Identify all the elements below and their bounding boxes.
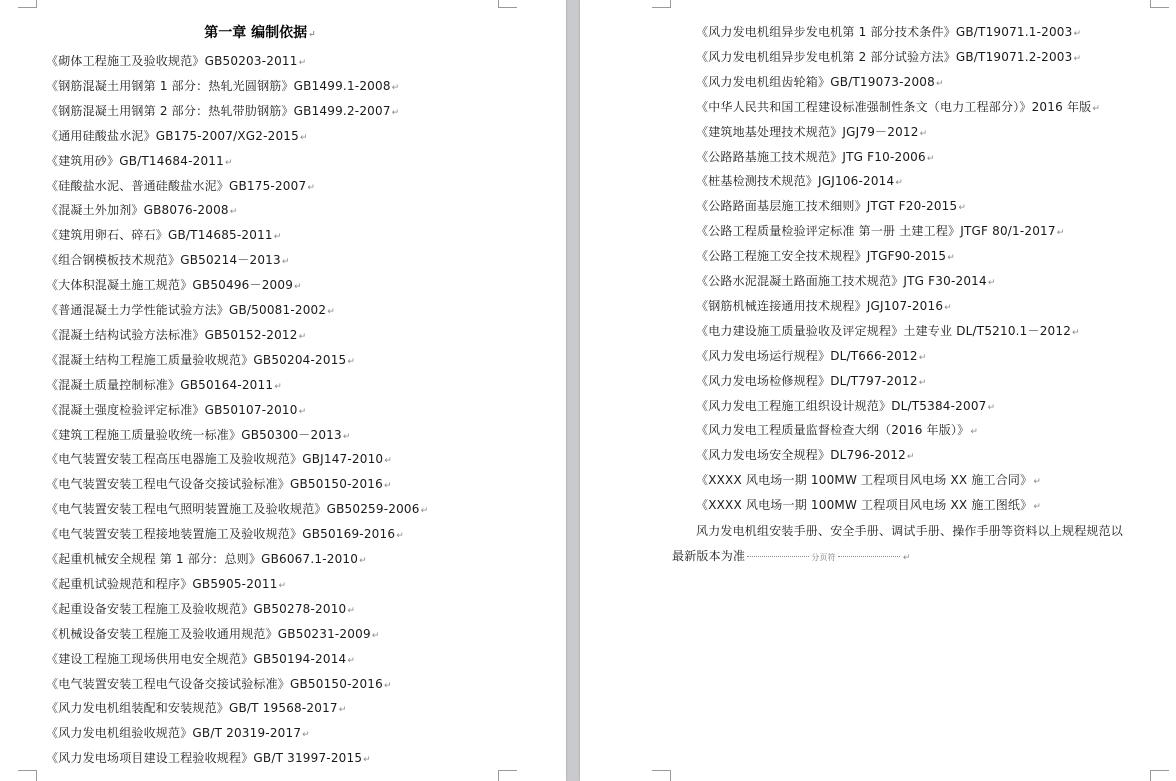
reference-item-text: 《组合钢模板技术规范》GB50214－2013 — [46, 253, 281, 268]
reference-item[interactable] — [46, 699, 347, 716]
closing-paragraph-text-2: 最新版本为准 — [672, 549, 746, 563]
reference-item-text: 《公路工程施工安全技术规程》JTGF90-2015 — [696, 249, 947, 264]
paragraph-mark-icon: ↵ — [302, 730, 310, 741]
reference-item-text: 《电气装置安装工程高压电器施工及验收规范》GBJ147-2010 — [46, 452, 384, 467]
paragraph-mark-icon: ↵ — [298, 331, 307, 342]
reference-item[interactable] — [46, 77, 399, 94]
reference-item-text: 《混凝土外加剂》GB8076-2008 — [46, 203, 229, 218]
reference-item[interactable] — [696, 446, 915, 463]
reference-item[interactable] — [46, 301, 335, 318]
paragraph-mark-icon: ↵ — [347, 605, 356, 616]
paragraph-mark-icon: ↵ — [918, 352, 927, 363]
paragraph-mark-icon: ↵ — [359, 556, 367, 566]
margin-corner-bottom-left — [18, 770, 37, 781]
reference-item-text: 《机械设备安装工程施工及验收通用规范》GB50231-2009 — [46, 626, 371, 641]
paragraph-mark-icon: ↵ — [1033, 502, 1042, 513]
paragraph-mark-icon: ↵ — [1056, 228, 1065, 239]
reference-item-text: 《电气装置安装工程电气设备交接试验标准》GB50150-2016 — [46, 477, 383, 492]
reference-item-text: 《电力建设施工质量验收及评定规程》土建专业 DL/T5210.1－2012 — [696, 323, 1072, 338]
reference-item-text: 《起重机械安全规程 第 1 部分：总则》GB6067.1-2010 — [46, 552, 359, 566]
reference-item[interactable] — [46, 226, 282, 243]
paragraph-mark-icon: ↵ — [1073, 29, 1082, 39]
reference-item-text: 《风力发电场安全规程》DL796-2012 — [696, 448, 906, 463]
reference-item-text: 《电气装置安装工程电气照明装置施工及验收规范》GB50259-2006 — [46, 502, 420, 517]
reference-item[interactable] — [46, 475, 392, 492]
reference-item-text: 《风力发电机组装配和安装规范》GB/T 19568-2017 — [46, 701, 338, 716]
reference-item[interactable] — [696, 247, 955, 264]
reference-item-text: 《混凝土结构工程施工质量验收规范》GB50204-2015 — [46, 352, 347, 367]
reference-item[interactable] — [46, 600, 355, 617]
reference-item[interactable] — [696, 222, 1064, 239]
reference-item[interactable] — [696, 297, 952, 314]
margin-corner-bottom-right — [1150, 770, 1169, 781]
paragraph-mark-icon: ↵ — [919, 128, 928, 139]
reference-item-text: 《普通混凝土力学性能试验方法》GB/50081-2002 — [46, 303, 327, 317]
paragraph-mark-icon: ↵ — [970, 427, 979, 438]
paragraph-mark-icon: ↵ — [391, 82, 400, 93]
reference-item-text: 《XXXX 风电场一期 100MW 工程项目风电场 XX 施工合同》 — [696, 473, 1033, 488]
reference-item-text: 《砌体工程施工及验收规范》GB50203-2011 — [46, 54, 298, 68]
reference-item[interactable] — [46, 276, 302, 293]
reference-item-text: 《风力发电机组齿轮箱》GB/T19073-2008 — [696, 74, 935, 89]
paragraph-mark-icon: ↵ — [278, 580, 287, 591]
reference-item-text: 《建筑用卵石、碎石》GB/T14685-2011 — [46, 228, 273, 243]
reference-item[interactable] — [46, 650, 355, 667]
paragraph-mark-icon: ↵ — [347, 356, 356, 367]
paragraph-mark-icon: ↵ — [229, 207, 238, 218]
paragraph-mark-icon: ↵ — [307, 182, 316, 193]
reference-item[interactable] — [46, 401, 306, 418]
chapter-heading[interactable] — [0, 22, 520, 42]
paragraph-mark-icon: ↵ — [274, 381, 282, 392]
reference-item[interactable] — [696, 48, 1081, 65]
margin-corner-top-right — [1150, 0, 1169, 8]
reference-item-text: 《XXXX 风电场一期 100MW 工程项目风电场 XX 施工图纸》 — [696, 498, 1033, 513]
reference-item[interactable] — [46, 326, 306, 343]
reference-item[interactable] — [696, 148, 935, 165]
paragraph-mark-icon: ↵ — [342, 431, 351, 442]
reference-item[interactable] — [46, 426, 351, 443]
document-page-left — [0, 0, 566, 781]
reference-item[interactable] — [46, 201, 238, 218]
reference-item-text: 《风力发电机组验收规范》GB/T 20319-2017 — [46, 726, 302, 741]
paragraph-mark-icon: ↵ — [363, 755, 371, 766]
reference-item[interactable] — [46, 675, 392, 692]
paragraph-mark-icon: ↵ — [383, 481, 392, 492]
margin-corner-top-left — [652, 0, 671, 8]
reference-item[interactable] — [46, 351, 355, 368]
reference-item-text: 《公路水泥混凝土路面施工技术规范》JTG F30-2014 — [696, 274, 987, 288]
reference-item-text: 《钢筋混凝土用钢第 2 部分：热轧带肋钢筋》GB1499.2-2007 — [46, 103, 391, 118]
margin-corner-bottom-right — [498, 770, 517, 781]
paragraph-mark-icon: ↵ — [1033, 477, 1042, 488]
reference-item-text: 《混凝土结构试验方法标准》GB50152-2012 — [46, 327, 298, 342]
paragraph-mark-icon: ↵ — [371, 630, 380, 641]
reference-item-text: 《风力发电场运行规程》DL/T666-2012 — [696, 348, 918, 363]
paragraph-mark-icon: ↵ — [396, 531, 404, 542]
reference-item-text: 《钢筋混凝土用钢第 1 部分：热轧光圆钢筋》GB1499.1-2008 — [46, 78, 391, 93]
paragraph-mark-icon: ↵ — [327, 307, 335, 317]
paragraph-mark-icon: ↵ — [987, 402, 996, 413]
reference-item[interactable] — [46, 376, 282, 393]
reference-item-text: 《起重机试验规范和程序》GB5905-2011 — [46, 576, 278, 591]
paragraph-mark-icon: ↵ — [906, 452, 915, 463]
reference-item[interactable] — [696, 272, 996, 289]
reference-item[interactable] — [696, 197, 966, 214]
paragraph-mark-icon: ↵ — [947, 253, 955, 264]
reference-item-text: 《建筑工程施工质量验收统一标准》GB50300－2013 — [46, 427, 342, 442]
page-break-leader-left — [747, 556, 809, 557]
reference-item-text: 《桩基检测技术规范》JGJ106-2014 — [696, 174, 895, 189]
reference-item[interactable] — [46, 127, 308, 144]
reference-item-text: 《公路工程质量检验评定标准 第一册 土建工程》JTGF 80/1-2017 — [696, 224, 1056, 239]
reference-item-text: 《建筑地基处理技术规范》JGJ79－2012 — [696, 124, 919, 139]
chapter-heading-text: 第一章 编制依据 — [204, 25, 308, 41]
page-break-leader-right — [838, 556, 900, 557]
reference-item[interactable] — [46, 251, 290, 268]
closing-paragraph-line-2[interactable] — [672, 547, 911, 564]
reference-item[interactable] — [696, 421, 978, 438]
paragraph-mark-icon: ↵ — [383, 680, 392, 691]
paragraph-mark-icon: ↵ — [338, 705, 347, 716]
reference-item[interactable] — [46, 52, 306, 69]
reference-item-text: 《风力发电工程施工组织设计规范》DL/T5384-2007 — [696, 398, 987, 413]
reference-item-text: 《风力发电工程质量监督检查大纲（2016 年版）》 — [696, 423, 970, 438]
reference-item-text: 《公路路基施工技术规范》JTG F10-2006 — [696, 149, 926, 164]
reference-item[interactable] — [696, 471, 1041, 488]
reference-item[interactable] — [46, 102, 399, 119]
reference-item[interactable] — [696, 123, 927, 140]
page-break-label: 分页符 — [811, 553, 836, 562]
paragraph-mark-icon: ↵ — [384, 456, 392, 467]
reference-item[interactable] — [696, 322, 1080, 339]
reference-item-text: 《混凝土强度检验评定标准》GB50107-2010 — [46, 402, 298, 417]
paragraph-mark-icon: ↵ — [918, 377, 927, 388]
reference-item[interactable] — [46, 625, 380, 642]
paragraph-mark-icon: ↵ — [299, 132, 308, 143]
paragraph-mark-icon: ↵ — [298, 406, 307, 417]
reference-item[interactable] — [696, 397, 995, 414]
reference-item[interactable] — [46, 525, 404, 542]
margin-corner-top-left — [18, 0, 37, 8]
paragraph-mark-icon: ↵ — [298, 58, 307, 68]
reference-item[interactable] — [46, 550, 367, 567]
paragraph-mark-icon: ↵ — [1092, 103, 1101, 114]
paragraph-mark-icon: ↵ — [958, 203, 967, 214]
reference-item-text: 《公路路面基层施工技术细则》JTGT F20-2015 — [696, 199, 958, 214]
paragraph-mark-icon: ↵ — [902, 553, 911, 563]
paragraph-mark-icon: ↵ — [347, 655, 356, 666]
reference-item[interactable] — [46, 749, 371, 766]
reference-item[interactable] — [46, 177, 315, 194]
reference-item[interactable] — [696, 98, 1100, 115]
reference-item-text: 《硅酸盐水泥、普通硅酸盐水泥》GB175-2007 — [46, 178, 307, 193]
closing-paragraph-text-1: 风力发电机组安装手册、安全手册、调试手册、操作手册等资料以上规程规范以 — [696, 524, 1124, 538]
reference-item-text: 《风力发电场项目建设工程验收规程》GB/T 31997-2015 — [46, 751, 363, 766]
paragraph-mark-icon: ↵ — [224, 157, 233, 168]
paragraph-mark-icon: ↵ — [944, 302, 952, 313]
reference-item[interactable] — [46, 724, 310, 741]
reference-item-text: 《风力发电机组异步发电机第 2 部分试验方法》GB/T19071.2-2003 — [696, 49, 1073, 64]
reference-item[interactable] — [46, 450, 392, 467]
paragraph-mark-icon: ↵ — [987, 278, 996, 288]
reference-item-text: 《起重设备安装工程施工及验收规范》GB50278-2010 — [46, 601, 347, 616]
reference-item-text: 《建筑用砂》GB/T14684-2011 — [46, 153, 224, 168]
reference-item[interactable] — [696, 496, 1041, 513]
reference-item-text: 《建设工程施工现场供用电安全规范》GB50194-2014 — [46, 651, 347, 666]
reference-item[interactable] — [696, 372, 926, 389]
paragraph-mark-icon: ↵ — [420, 506, 429, 517]
reference-item[interactable] — [696, 23, 1081, 40]
reference-item-text: 《中华人民共和国工程建设标准强制性条文（电力工程部分）》2016 年版 — [696, 99, 1092, 114]
margin-corner-bottom-left — [652, 770, 671, 781]
paragraph-mark-icon: ↵ — [273, 232, 282, 243]
paragraph-mark-icon: ↵ — [294, 282, 302, 293]
reference-item-text: 《电气装置安装工程电气设备交接试验标准》GB50150-2016 — [46, 676, 383, 691]
paragraph-mark-icon: ↵ — [281, 257, 290, 268]
paragraph-mark-icon: ↵ — [308, 30, 316, 40]
paragraph-mark-icon: ↵ — [895, 178, 904, 189]
document-page-right — [580, 0, 1176, 781]
paragraph-mark-icon: ↵ — [935, 78, 944, 89]
closing-paragraph-line-1[interactable] — [696, 522, 1123, 539]
reference-item[interactable] — [46, 500, 428, 517]
reference-item[interactable] — [696, 347, 926, 364]
paragraph-mark-icon: ↵ — [1073, 53, 1082, 64]
reference-item[interactable] — [46, 575, 286, 592]
reference-item-text: 《风力发电机组异步发电机第 1 部分技术条件》GB/T19071.1-2003 — [696, 25, 1073, 39]
reference-item-text: 《钢筋机械连接通用技术规程》JGJ107-2016 — [696, 298, 944, 313]
paragraph-mark-icon: ↵ — [1072, 327, 1080, 338]
margin-corner-top-right — [498, 0, 517, 8]
reference-item[interactable] — [696, 172, 903, 189]
reference-item[interactable] — [46, 152, 233, 169]
paragraph-mark-icon: ↵ — [926, 153, 935, 164]
reference-item-text: 《大体积混凝土施工规范》GB50496－2009 — [46, 278, 294, 293]
paragraph-mark-icon: ↵ — [391, 107, 400, 118]
reference-item-text: 《通用硅酸盐水泥》GB175-2007/XG2-2015 — [46, 128, 299, 143]
reference-item[interactable] — [696, 73, 944, 90]
reference-item-text: 《电气装置安装工程接地装置施工及验收规范》GB50169-2016 — [46, 527, 396, 542]
reference-item-text: 《混凝土质量控制标准》GB50164-2011 — [46, 377, 274, 392]
reference-item-text: 《风力发电场检修规程》DL/T797-2012 — [696, 373, 918, 388]
